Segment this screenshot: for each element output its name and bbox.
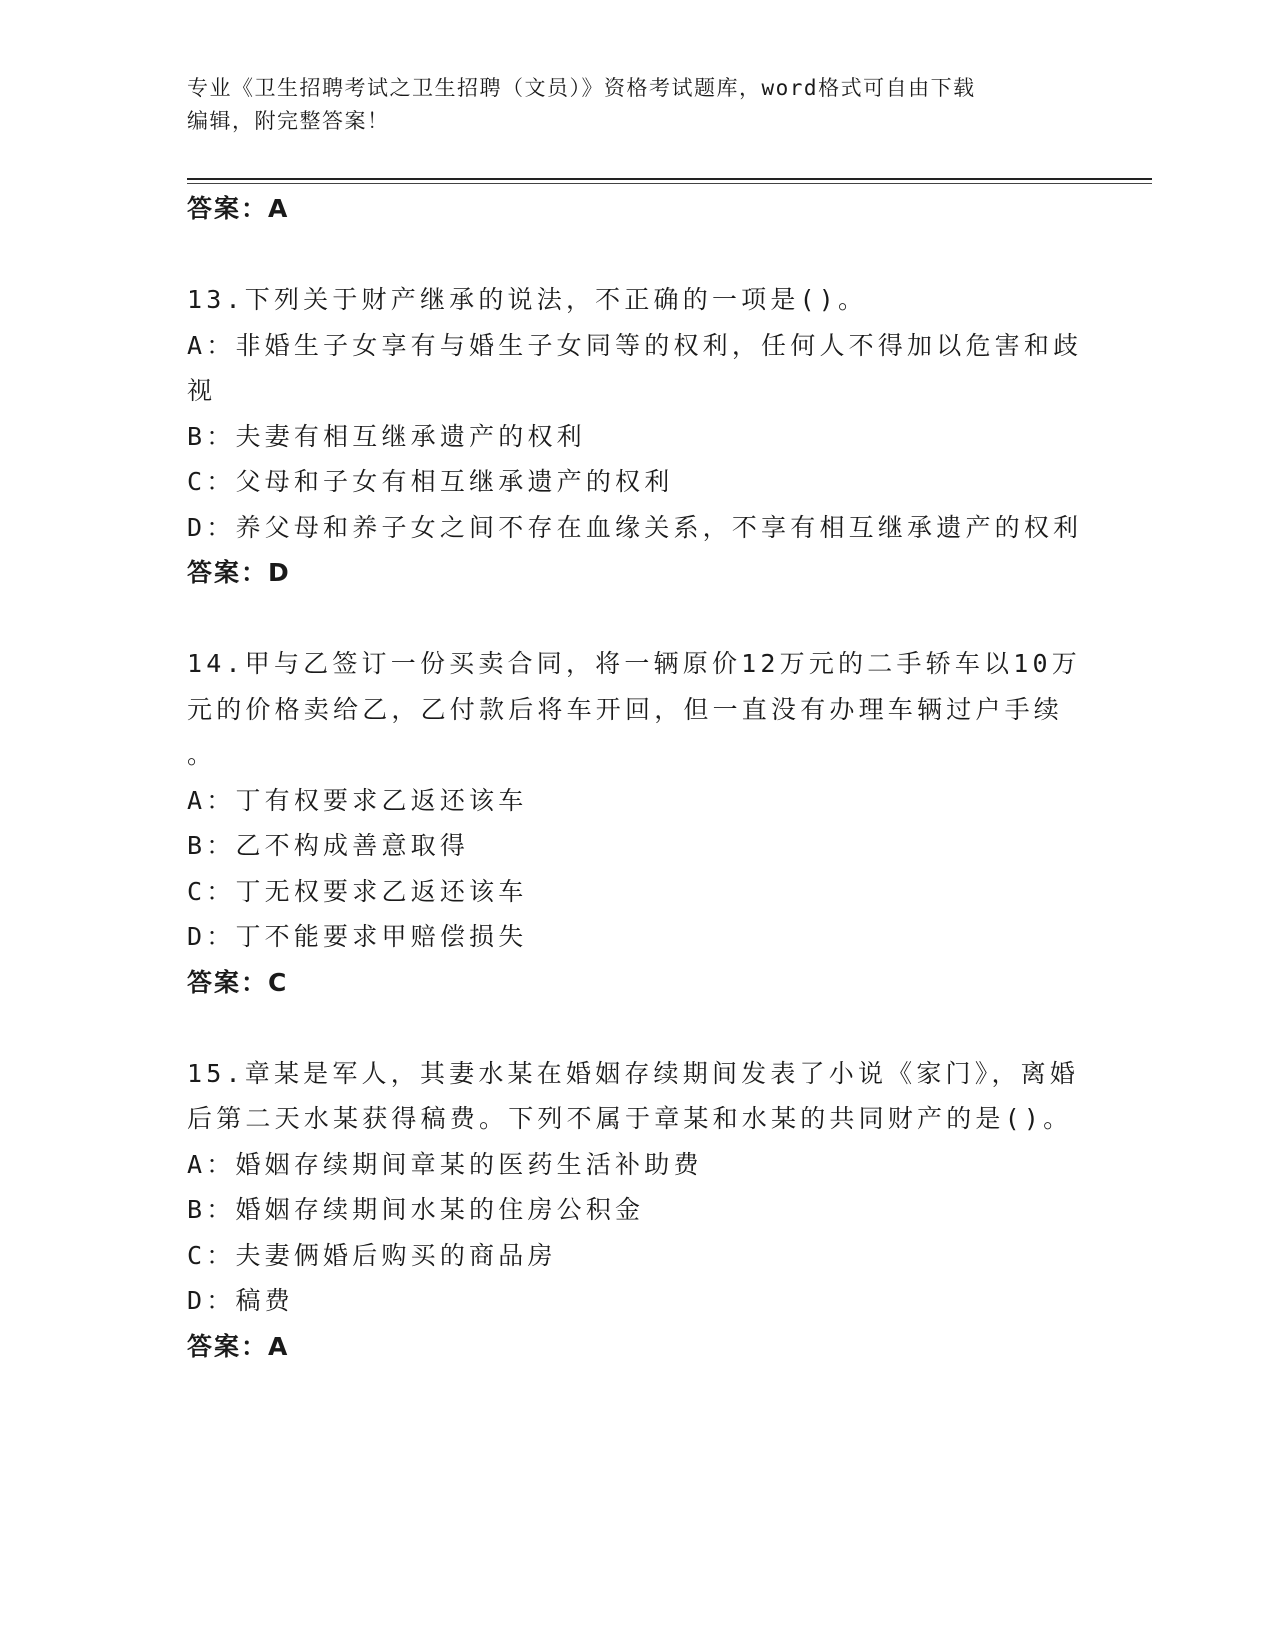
option-a-continued: 视 xyxy=(187,376,217,405)
answer-value: A xyxy=(268,194,290,223)
header-rule-thin xyxy=(187,183,1152,184)
answer-prefix: 答案： xyxy=(187,558,269,587)
answer-value: C xyxy=(268,967,289,997)
option-b: B：婚姻存续期间水某的住房公积金 xyxy=(187,1195,645,1224)
question-stem-continued: 。 xyxy=(187,740,217,769)
header-rule-thick xyxy=(187,178,1152,180)
option-b: B：夫妻有相互继承遗产的权利 xyxy=(187,421,586,451)
question-list xyxy=(187,186,1087,1369)
option-c: C：父母和子女有相互继承遗产的权利 xyxy=(187,467,674,496)
answer-value: A xyxy=(268,1331,290,1361)
previous-answer xyxy=(187,186,1087,232)
question-stem-continued: 元的价格卖给乙，乙付款后将车开回，但一直没有办理车辆过户手续 xyxy=(187,694,1064,724)
option-a: A：婚姻存续期间章某的医药生活补助费 xyxy=(187,1149,703,1179)
question-stem-continued: 后第二天水某获得稿费。下列不属于章某和水某的共同财产的是()。 xyxy=(187,1104,1073,1133)
question-13 xyxy=(187,277,1087,596)
answer-prefix: 答案： xyxy=(187,194,269,223)
question-15 xyxy=(187,1051,1087,1370)
question-stem: 15.章某是军人，其妻水某在婚姻存续期间发表了小说《家门》，离婚 xyxy=(187,1058,1080,1088)
question-stem: 14.甲与乙签订一份买卖合同，将一辆原价12万元的二手轿车以10万 xyxy=(187,649,1081,678)
option-a: A：非婚生子女享有与婚生子女同等的权利，任何人不得加以危害和歧 xyxy=(187,330,1083,360)
option-d: D：养父母和养子女之间不存在血缘关系，不享有相互继承遗产的权利 xyxy=(187,512,1083,542)
question-answer xyxy=(187,550,1087,596)
question-stem: 13.下列关于财产继承的说法，不正确的一项是()。 xyxy=(187,285,868,314)
option-b: B：乙不构成善意取得 xyxy=(187,831,470,860)
option-c: C：丁无权要求乙返还该车 xyxy=(187,876,528,906)
option-d: D：稿费 xyxy=(187,1286,294,1315)
option-c: C：夫妻俩婚后购买的商品房 xyxy=(187,1240,557,1270)
option-d: D：丁不能要求甲赔偿损失 xyxy=(187,922,528,951)
answer-value: D xyxy=(268,558,291,587)
header-line-2: 编辑，附完整答案！ xyxy=(187,109,390,133)
question-14 xyxy=(187,641,1087,1005)
question-answer xyxy=(187,960,1087,1006)
header-line-1: 专业《卫生招聘考试之卫生招聘（文员）》资格考试题库，word格式可自由下载 xyxy=(187,76,976,100)
document-header xyxy=(187,72,1087,138)
answer-prefix: 答案： xyxy=(187,967,269,997)
answer-prefix: 答案： xyxy=(187,1331,269,1361)
option-a: A：丁有权要求乙返还该车 xyxy=(187,785,528,815)
question-answer xyxy=(187,1324,1087,1370)
